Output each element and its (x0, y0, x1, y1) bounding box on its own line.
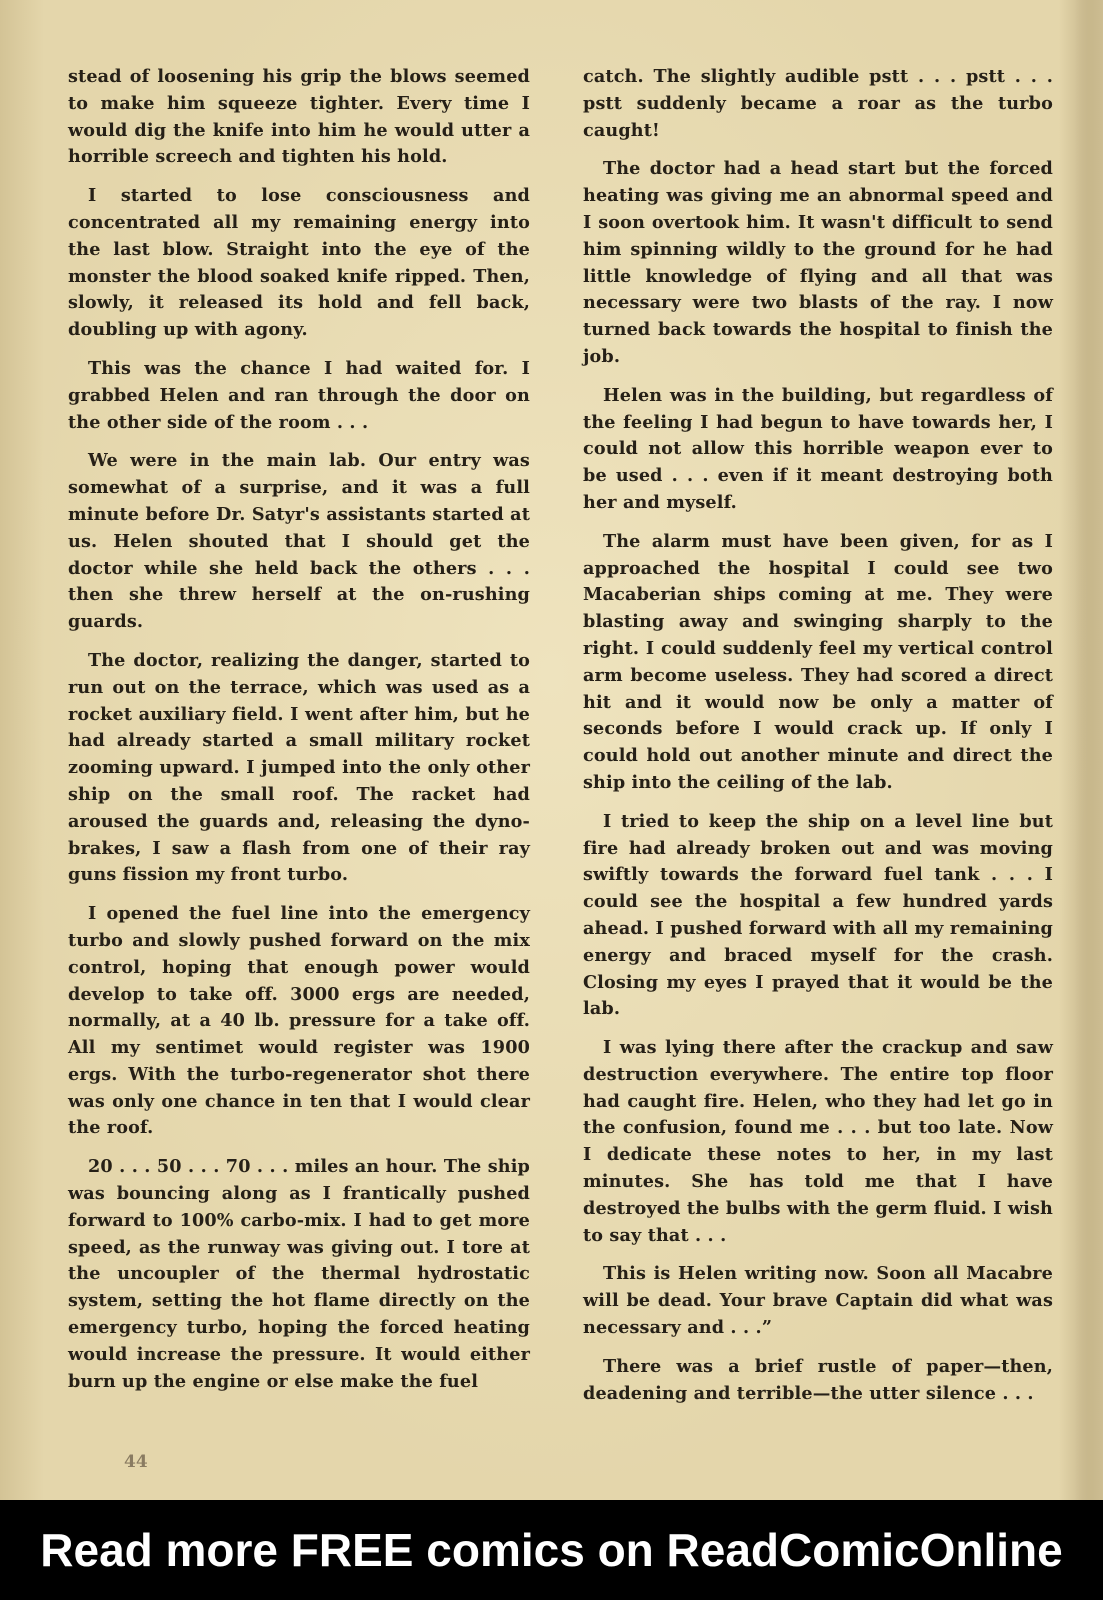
paragraph: The doctor had a head start but the forced heating was giving me an abnormal speed and I soon overtook him. It wasn't difficult to send him spinning wildly to the ground for he had little knowledge of flying and all that was necessary were two blasts of the ray. I now turned back towards the hospital to finish the job. (583, 158, 1053, 367)
paragraph: I started to lose consciousness and concentrated all my remaining energy into the last blow. Straight into the eye of the monster the blood soaked knife ripped. Then, slowly, it released its hold and fell back, doubling up with agony. (68, 185, 530, 341)
paragraph: Helen was in the building, but regardless of the feeling I had begun to have towards her, I could not allow this horrible weapon ever to be used . . . even if it meant destroying both her and myself. (583, 384, 1053, 513)
paragraph: I was lying there after the crackup and saw destruction everywhere. The entire top floor had caught fire. Helen, who they had let go in the confusion, found me . . . but too late. Now I dedicate these notes to her, in my last minutes. She has told me that I have destroyed the bulbs with the germ fluid. I wish to say that . . . (583, 1037, 1053, 1246)
page-number: 44 (124, 1452, 148, 1472)
paragraph: This is Helen writing now. Soon all Macabre will be dead. Your brave Captain did what was necessary and . . .” (583, 1263, 1053, 1339)
paragraph: stead of loosening his grip the blows seemed to make him squeeze tighter. Every time I would dig the knife into him he would utter a horrible screech and tighten his hold. (68, 66, 530, 168)
paragraph: The alarm must have been given, for as I approached the hospital I could see two Macaberian ships coming at me. They were blasting away and swinging sharply to the right. I could suddenly feel my vertical control arm become useless. They had scored a direct hit and it would now be only a matter of seconds before I would crack up. If only I could hold out another minute and direct the ship into the ceiling of the lab. (583, 530, 1053, 793)
paragraph: There was a brief rustle of paper—then, deadening and terrible—the utter silence . . . (583, 1355, 1053, 1404)
left-text-column (68, 64, 530, 1407)
banner-text[interactable]: Read more FREE comics on ReadComicOnline (40, 1524, 1063, 1576)
paragraph: This was the chance I had waited for. I grabbed Helen and ran through the door on the other side of the room . . . (68, 357, 530, 433)
paragraph: We were in the main lab. Our entry was somewhat of a surprise, and it was a full minute before Dr. Satyr's assistants started at us. Helen shouted that I should get the doctor while she held back the others . . . then she threw herself at the on-rushing guards. (68, 450, 530, 633)
right-text-column (583, 64, 1053, 1419)
promo-banner[interactable] (0, 1500, 1103, 1600)
paragraph: 20 . . . 50 . . . 70 . . . miles an hour. The ship was bouncing along as I frantically pushed forward to 100% carbo-mix. I had to get more speed, as the runway was giving out. I tore at the uncoupler of the thermal hydrostatic system, setting the hot flame directly on the emergency turbo, hoping the forced heating would increase the pressure. It would either burn up the engine or else make the fuel (68, 1156, 530, 1392)
page-edge (1075, 0, 1103, 1500)
paragraph: catch. The slightly audible pstt . . . pstt . . . pstt suddenly became a roar as the turbo caught! (583, 66, 1053, 141)
paragraph: I opened the fuel line into the emergency turbo and slowly pushed forward on the mix control, hoping that enough power would develop to take off. 3000 ergs are needed, normally, at a 40 lb. pressure for a take off. All my sentimet would register was 1900 ergs. With the turbo-regenerator shot there was only one chance in ten that I would clear the roof. (68, 903, 530, 1139)
paragraph: The doctor, realizing the danger, started to run out on the terrace, which was used as a rocket auxiliary field. I went after him, but he had already started a small military rocket zooming upward. I jumped into the only other ship on the small roof. The racket had aroused the guards and, releasing the dyno-brakes, I saw a flash from one of their ray guns fission my front turbo. (68, 649, 530, 886)
paragraph: I tried to keep the ship on a level line but fire had already broken out and was moving swiftly towards the forward fuel tank . . . I could see the hospital a few hundred yards ahead. I pushed forward with all my remaining energy and braced myself for the crash. Closing my eyes I prayed that it would be the lab. (583, 810, 1053, 1020)
